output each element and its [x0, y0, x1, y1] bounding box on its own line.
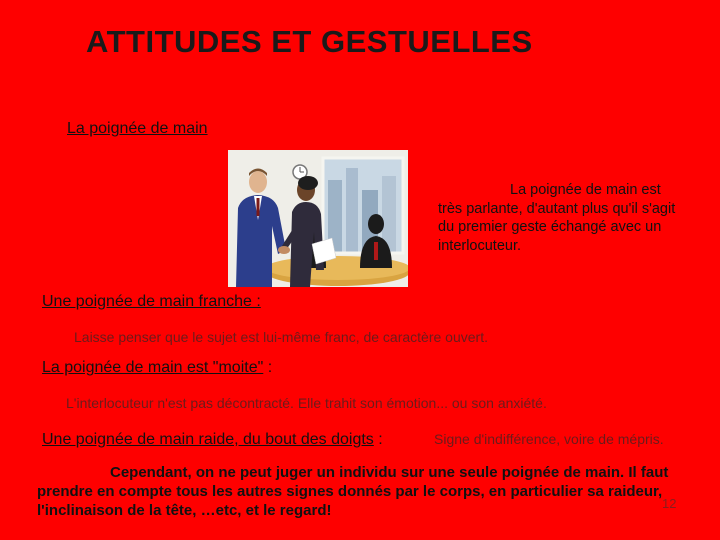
section-heading-suffix: :: [373, 431, 383, 448]
intro-paragraph: La poignée de main est très parlante, d'autant plus qu'il s'agit du premier geste échangé avec un interlocuteur.: [438, 182, 676, 254]
page-number: 12: [662, 496, 677, 511]
section-heading-suffix: :: [263, 359, 273, 376]
slide-title: ATTITUDES ET GESTUELLES: [86, 24, 533, 59]
section-heading-franche: [42, 293, 261, 311]
section-heading-raide: [42, 431, 383, 449]
section-heading-text: Une poignée de main franche :: [42, 293, 261, 310]
conclusion-paragraph: Cependant, on ne peut juger un individu sur une seule poignée de main. Il faut prendre en compte tous les autres signes donnés par le corps, en particulier sa raideur, l'inclinaison de la tête, …etc, et le regard!: [37, 464, 669, 519]
section-heading-moite: [42, 359, 272, 377]
section-heading-text: La poignée de main est "moite": [42, 359, 264, 376]
handshake-illustration: [228, 150, 408, 287]
handshake-icon: [228, 150, 408, 287]
section-text-moite: L'interlocuteur n'est pas décontracté. Elle trahit son émotion... ou son anxiété.: [66, 395, 547, 411]
section-text-franche: Laisse penser que le sujet est lui-même franc, de caractère ouvert.: [74, 329, 488, 345]
section-subtitle: La poignée de main: [67, 120, 208, 137]
section-heading-text: Une poignée de main raide, du bout des doigts: [42, 431, 374, 448]
section-text-raide: Signe d'indifférence, voire de mépris.: [434, 431, 664, 447]
